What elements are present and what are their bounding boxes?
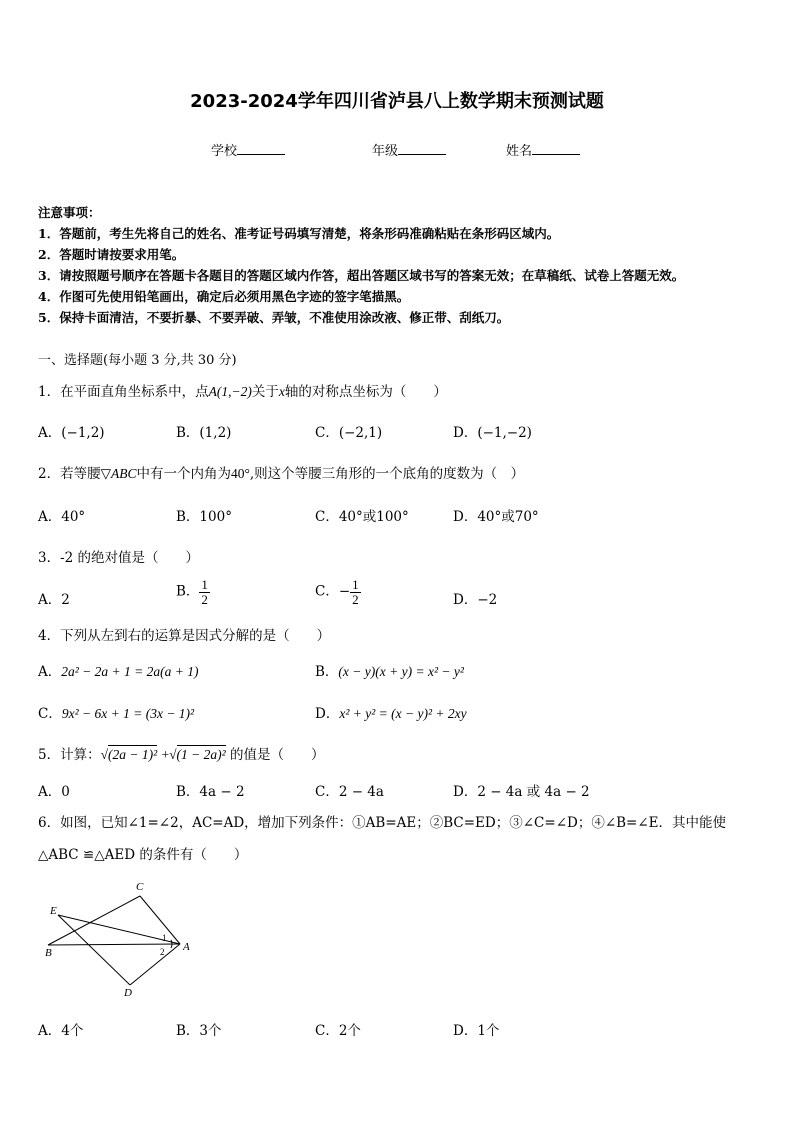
point-a: A(1,−2) [208, 384, 252, 399]
q4-option-a[interactable]: A．2a² − 2a + 1 = 2a(a + 1) [38, 664, 199, 680]
q1-option-c[interactable]: C．(−2,1) [315, 425, 383, 441]
q1-option-b[interactable]: B．(1,2) [176, 425, 232, 441]
sqrt-expression: (1 − 2a)² [176, 747, 226, 762]
q2-option-c[interactable]: C．40°或100° [315, 509, 409, 525]
q4-option-d[interactable]: D．x² + y² = (x − y)² + 2xy [315, 706, 467, 722]
q6-option-d[interactable]: D．1个 [453, 1023, 500, 1039]
q3-option-c[interactable]: C．− $\frac{1}{2}$ [315, 577, 359, 607]
label-angle-1: 1 [162, 933, 167, 943]
geometry-figure [30, 878, 200, 1003]
section-heading: 一、选择题(每小题 3 分,共 30 分) [38, 353, 237, 368]
q1-option-d[interactable]: D．(−1,−2) [453, 425, 532, 441]
grade-label: 年级 [372, 144, 399, 159]
label-c: C [136, 881, 144, 893]
q6-option-c[interactable]: C．2个 [315, 1023, 361, 1039]
label-angle-2: 2 [160, 947, 165, 957]
q5-option-c[interactable]: C．2 − 4a [315, 784, 384, 800]
q2-option-b[interactable]: B．100° [176, 509, 232, 525]
q3-option-d[interactable]: D．−2 [453, 592, 498, 608]
fraction: $\frac{1}{2}$ [201, 577, 208, 607]
school-label: 学校 [211, 144, 238, 159]
name-label: 姓名 [506, 144, 533, 159]
q5-option-d[interactable]: D．2 − 4a 或 4a − 2 [453, 784, 590, 800]
segment-cb [48, 896, 140, 945]
label-a: A [183, 941, 190, 953]
q6-option-b[interactable]: B．3个 [176, 1023, 222, 1039]
q4-option-b[interactable]: B．(x − y)(x + y) = x² − y² [315, 664, 464, 680]
q2-option-a[interactable]: A．40° [38, 509, 86, 525]
question-1-stem: 1．在平面直角坐标系中，点A(1,−2)关于x轴的对称点坐标为（ ） [38, 384, 447, 400]
note-item: 1．答题前，考生先将自己的姓名、准考证号码填写清楚，将条形码准确粘贴在条形码区域内。 [38, 226, 560, 241]
question-6-stem-line2: △ABC ≌△AED 的条件有（ ） [38, 847, 248, 863]
note-item: 4．作图可先使用铅笔画出，确定后必须用黑色字迹的签字笔描黑。 [38, 289, 410, 304]
q4-option-c[interactable]: C．9x² − 6x + 1 = (3x − 1)² [38, 706, 195, 722]
name-field [506, 140, 580, 159]
q6-option-a[interactable]: A．4个 [38, 1023, 84, 1039]
label-b: B [45, 947, 52, 959]
question-2-stem: 2．若等腰▽ABC中有一个内角为40°,则这个等腰三角形的一个底角的度数为（ ） [38, 466, 525, 482]
label-d: D [124, 987, 132, 999]
label-e: E [50, 905, 57, 917]
school-field [211, 140, 285, 159]
q3-option-b[interactable]: B． $\frac{1}{2}$ [176, 577, 208, 607]
fraction: $\frac{1}{2}$ [352, 577, 359, 607]
q5-option-a[interactable]: A．0 [38, 784, 70, 800]
name-blank [532, 142, 580, 155]
segment-da [130, 944, 180, 985]
note-item: 3．请按照题号顺序在答题卡各题目的答题区域内作答，超出答题区域书写的答案无效；在草稿纸、试卷上答题无效。 [38, 268, 685, 283]
grade-field [372, 140, 446, 159]
q2-option-d[interactable]: D．40°或70° [453, 509, 539, 525]
school-blank [237, 142, 285, 155]
segment-ca [140, 896, 180, 944]
q1-option-a[interactable]: A．(−1,2) [38, 425, 105, 441]
question-3-stem: 3．-2 的绝对值是（ ） [38, 550, 200, 566]
question-5-stem: 5．计算：√(2a − 1)² +√(1 − 2a)² 的值是（ ） [38, 747, 325, 763]
segment-ba [48, 944, 180, 945]
sqrt-expression: (2a − 1)² [108, 747, 158, 762]
grade-blank [398, 142, 446, 155]
question-6-stem-line1: 6．如图，已知∠1=∠2，AC=AD，增加下列条件：①AB=AE；②BC=ED；③∠C=∠D；④∠B=∠E．其中能使 [38, 815, 727, 831]
q5-option-b[interactable]: B．4a − 2 [176, 784, 245, 800]
segment-ed [58, 915, 130, 985]
question-4-stem: 4．下列从左到右的运算是因式分解的是（ ） [38, 628, 331, 644]
notes-heading: 注意事项： [38, 205, 101, 220]
note-item: 2．答题时请按要求用笔。 [38, 247, 185, 262]
note-item: 5．保持卡面清洁，不要折暴、不要弄破、弄皱，不准使用涂改液、修正带、刮纸刀。 [38, 310, 510, 325]
q3-option-a[interactable]: A．2 [38, 592, 70, 608]
page-title: 2023-2024学年四川省泸县八上数学期末预测试题 [190, 91, 604, 112]
